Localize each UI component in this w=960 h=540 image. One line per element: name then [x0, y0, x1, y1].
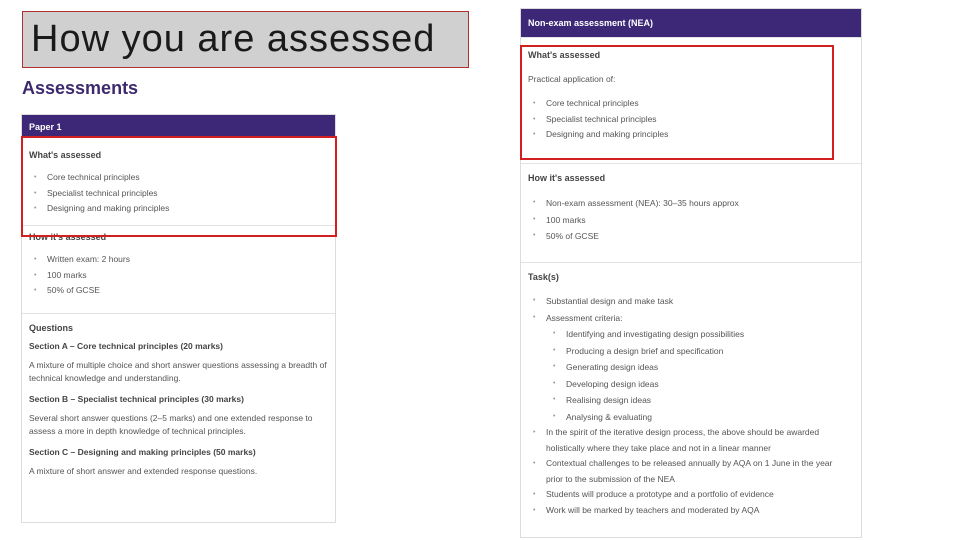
- list-item: • 100 marks: [528, 212, 854, 229]
- list-item: • In the spirit of the iterative design process, the above should be awarded holistically where they take place and not in a linear manner: [528, 425, 854, 456]
- section-a-heading: Section A – Core technical principles (20 marks): [29, 341, 223, 351]
- list-item: • Specialist technical principles: [528, 112, 854, 128]
- nea-tasks-title: Task(s): [528, 272, 559, 282]
- list-item: • 100 marks: [29, 268, 328, 284]
- nea-header: Non-exam assessment (NEA): [521, 9, 861, 37]
- list-item: • Analysing & evaluating: [528, 409, 854, 426]
- section-c-heading: Section C – Designing and making principles (50 marks): [29, 447, 256, 457]
- section-c-text: A mixture of short answer and extended response questions.: [29, 466, 258, 476]
- list-item: • Assessment criteria:: [528, 310, 854, 327]
- nea-intro: Practical application of:: [528, 74, 616, 84]
- list-item: • Identifying and investigating design possibilities: [528, 326, 854, 343]
- assessments-heading: Assessments: [22, 78, 139, 98]
- list-item: • Producing a design brief and specification: [528, 343, 854, 360]
- list-item: • Developing design ideas: [528, 376, 854, 393]
- nea-how-assessed-title: How it's assessed: [528, 173, 606, 183]
- nea-how-assessed: [521, 163, 861, 262]
- list-item: • 50% of GCSE: [29, 283, 328, 299]
- list-item: • Designing and making principles: [528, 127, 854, 143]
- list-item: • Non-exam assessment (NEA): 30–35 hours approx: [528, 195, 854, 212]
- list-item: • Work will be marked by teachers and moderated by AQA: [528, 503, 854, 519]
- paper1-questions-title: Questions: [29, 323, 74, 333]
- paper1-questions: [22, 313, 335, 478]
- slide-title-box: [22, 11, 469, 68]
- list-item: • Contextual challenges to be released annually by AQA on 1 June in the year prior to the submission of the NEA: [528, 456, 854, 487]
- list-item: • Core technical principles: [29, 170, 328, 186]
- nea-whats-assessed-title: What's assessed: [528, 50, 601, 60]
- section-b-text: Several short answer questions (2–5 marks) and one extended response to assess a more in depth knowledge of technical principles.: [29, 413, 313, 436]
- section-b-heading: Section B – Specialist technical principles (30 marks): [29, 394, 244, 404]
- highlight-paper1-whats-assessed: [21, 136, 337, 237]
- highlight-nea-whats-assessed: [520, 45, 834, 160]
- list-item: • Substantial design and make task: [528, 293, 854, 310]
- list-item: • Generating design ideas: [528, 359, 854, 376]
- paper1-header: Paper 1: [22, 115, 335, 137]
- section-a-text: A mixture of multiple choice and short answer questions assessing a breadth of technical knowledge and understanding.: [29, 360, 327, 383]
- list-item: • Students will produce a prototype and a portfolio of evidence: [528, 487, 854, 503]
- list-item: • Designing and making principles: [29, 201, 328, 217]
- list-item: • Written exam: 2 hours: [29, 252, 328, 268]
- list-item: • Core technical principles: [528, 96, 854, 112]
- paper1-whats-assessed-title: What's assessed: [29, 150, 102, 160]
- list-item: • Realising design ideas: [528, 392, 854, 409]
- slide-title: How you are assessed: [31, 18, 436, 60]
- paper1-how-assessed: [22, 225, 335, 313]
- nea-tasks: [521, 262, 861, 518]
- list-item: • 50% of GCSE: [528, 228, 854, 245]
- paper1-how-assessed-title: How it's assessed: [29, 232, 107, 242]
- list-item: • Specialist technical principles: [29, 186, 328, 202]
